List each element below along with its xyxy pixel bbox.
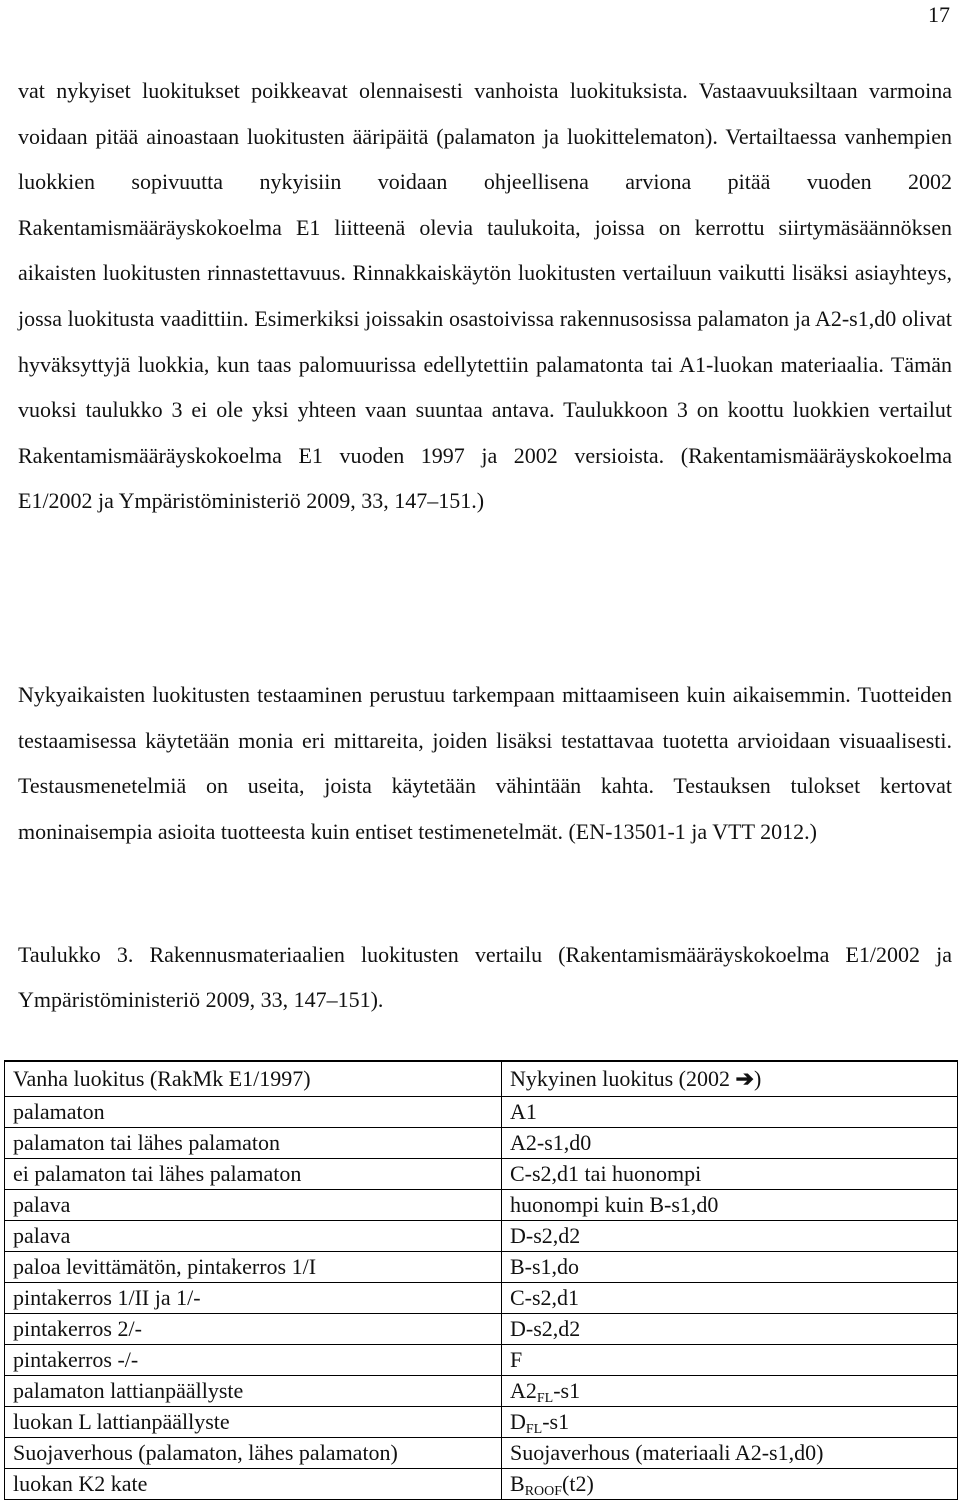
class-suffix: (t2): [562, 1471, 594, 1496]
header-new-close: ): [753, 1066, 762, 1091]
class-subscript: FL: [525, 1422, 543, 1437]
table-row: [5, 1221, 958, 1252]
table-row: [5, 1128, 958, 1159]
class-suffix: -s1: [553, 1378, 581, 1403]
class-main: B: [510, 1471, 525, 1496]
old-class-cell: pintakerros -/-: [5, 1345, 502, 1376]
right-arrow-icon: ➔: [735, 1066, 754, 1091]
new-class-cell: C-s2,d1 tai huonompi: [502, 1159, 958, 1190]
table-row: [5, 1314, 958, 1345]
table-row: [5, 1283, 958, 1314]
table-row: [5, 1345, 958, 1376]
old-class-cell: palava: [5, 1190, 502, 1221]
class-main: D: [510, 1409, 526, 1434]
new-class-cell: F: [502, 1345, 958, 1376]
new-class-cell: [502, 1376, 958, 1407]
new-class-cell: D-s2,d2: [502, 1314, 958, 1345]
header-new-classification: [502, 1061, 958, 1097]
class-main: A2: [510, 1378, 537, 1403]
table-row: [5, 1252, 958, 1283]
body-paragraph-2: Nykyaikaisten luokitusten testaaminen perustuu tarkempaan mittaamiseen kuin aikaisemmin. Tuotteiden testaamisessa käytetään monia eri mittareita, joiden lisäksi testattavaa tuotetta arvioidaan visuaalisesti. Testausmenetelmiä on useita, joista käytetään vähintään kahta. Testauksen tulokset kertovat moninaisempia asioita tuotteesta kuin entiset testimenetelmät. (EN-13501-1 ja VTT 2012.): [18, 682, 952, 844]
body-paragraph-1: vat nykyiset luokitukset poikkeavat olennaisesti vanhoista luokituksista. Vastaavuuksiltaan varmoina voidaan pitää ainoastaan luokitusten ääripäitä (palamaton ja luokittelematon). Vertailtaessa vanhempien luokkien sopivuutta nykyisiin voidaan ohjeellisena arviona pitää vuoden 2002 Rakentamismääräyskokoelma E1 liitteenä olevia taulukoita, joissa on kerrottu siirtymäsäännöksen aikaisten luokitusten rinnastettavuus. Rinnakkaiskäytön luokitusten vertailuun vaikutti lisäksi asiayhteys, jossa luokitusta vaadittiin. Esimerkiksi joissakin osastoivissa rakennusosissa palamaton ja A2-s1,d0 olivat hyväksyttyjä luokkia, kun taas palomuurissa edellytettiin palamatonta tai A1-luokan materiaalia. Tämän vuoksi taulukko 3 ei ole yksi yhteen vaan suuntaa antava. Taulukkoon 3 on koottu luokkien vertailut Rakentamismääräyskokoelma E1 vuoden 1997 ja 2002 versioista. (Rakentamismääräyskokoelma E1/2002 ja Ympäristöministeriö 2009, 33, 147–151.): [18, 78, 952, 514]
old-class-cell: luokan L lattianpäällyste: [5, 1407, 502, 1438]
old-class-cell: paloa levittämätön, pintakerros 1/I: [5, 1252, 502, 1283]
old-class-cell: palava: [5, 1221, 502, 1252]
table-row: [5, 1469, 958, 1500]
table-row: [5, 1159, 958, 1190]
header-new-text: Nykyinen luokitus (2002: [510, 1066, 736, 1091]
new-class-cell: C-s2,d1: [502, 1283, 958, 1314]
old-class-cell: pintakerros 1/II ja 1/-: [5, 1283, 502, 1314]
new-class-cell: [502, 1407, 958, 1438]
table-row: [5, 1407, 958, 1438]
header-old-classification: Vanha luokitus (RakMk E1/1997): [5, 1061, 502, 1097]
new-class-cell: A1: [502, 1097, 958, 1128]
new-class-cell: D-s2,d2: [502, 1221, 958, 1252]
page-number: 17: [928, 2, 950, 27]
new-class-cell: A2-s1,d0: [502, 1128, 958, 1159]
old-class-cell: ei palamaton tai lähes palamaton: [5, 1159, 502, 1190]
table-row: [5, 1438, 958, 1469]
table-row: [5, 1376, 958, 1407]
new-class-cell: B-s1,do: [502, 1252, 958, 1283]
old-class-cell: palamaton tai lähes palamaton: [5, 1128, 502, 1159]
new-class-cell: Suojaverhous (materiaali A2-s1,d0): [502, 1438, 958, 1469]
old-class-cell: palamaton lattianpäällyste: [5, 1376, 502, 1407]
class-subscript: ROOF: [524, 1484, 563, 1499]
new-class-cell: huonompi kuin B-s1,d0: [502, 1190, 958, 1221]
class-suffix: -s1: [542, 1409, 570, 1434]
table-row: [5, 1097, 958, 1128]
table-row: [5, 1190, 958, 1221]
table-caption: Taulukko 3. Rakennusmateriaalien luokitusten vertailu (Rakentamismääräyskokoelma E1/2002 ja Ympäristöministeriö 2009, 33, 147–151).: [18, 942, 952, 1012]
classification-table: [4, 1060, 958, 1500]
old-class-cell: pintakerros 2/-: [5, 1314, 502, 1345]
old-class-cell: Suojaverhous (palamaton, lähes palamaton): [5, 1438, 502, 1469]
old-class-cell: palamaton: [5, 1097, 502, 1128]
old-class-cell: luokan K2 kate: [5, 1469, 502, 1500]
class-subscript: FL: [536, 1391, 554, 1406]
new-class-cell: [502, 1469, 958, 1500]
table-header-row: [5, 1061, 958, 1097]
